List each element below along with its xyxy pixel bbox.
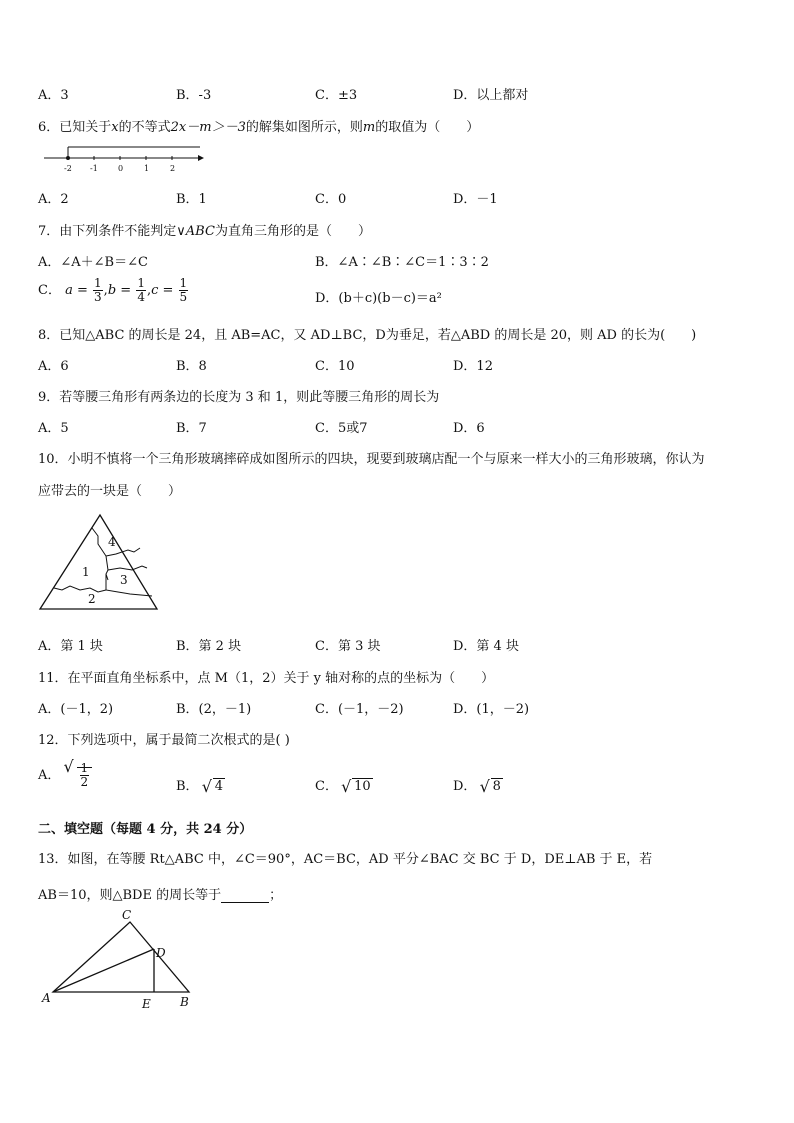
crack-line (106, 574, 152, 596)
q7-option-a-text: A．∠A＋∠B＝∠C (38, 255, 148, 270)
q7-option-c-label: C． (38, 283, 61, 298)
q6-option-d: D．－1 (453, 192, 498, 207)
q7-stem-text: 7．由下列条件不能判定 (38, 224, 177, 239)
q8-option-d: D．12 (453, 359, 493, 374)
q6-option-b: B．1 (176, 192, 207, 207)
q8-stem: 8．已知△ABC 的周长是 24，且 AB=AC，又 AD⊥BC，D为垂足，若△ABD 的周长是 20，则 AD 的长为( ) (38, 328, 697, 343)
crack-line (92, 528, 108, 580)
var-b: b (107, 283, 117, 298)
sqrt-expression: √ 4 (203, 779, 225, 794)
q7-option-b-text: B．∠A∶∠B∶∠C＝1∶3∶2 (315, 255, 489, 270)
var-a: a (65, 283, 73, 298)
vertex-label-c: C (122, 908, 132, 922)
sqrt-expression: √ $\frac{1}{2}$ (65, 762, 93, 789)
q12-option-c (315, 775, 373, 794)
q10-option-c: C．第 3 块 (315, 639, 381, 654)
section-heading: 二、填空题（每题 4 分，共 24 分） (38, 822, 253, 837)
q6-number-line (40, 142, 205, 177)
vertex-label-a: A (42, 991, 51, 1005)
vertex-label-e: E (142, 997, 151, 1011)
piece-label: 4 (108, 535, 116, 549)
segment-ad (53, 949, 154, 992)
q12-option-a (38, 762, 92, 789)
q12-option-c-label: C． (315, 779, 338, 794)
sqrt-expression: √ 8 (481, 779, 503, 794)
q12-stem: 12．下列选项中，属于最简二次根式的是( ) (38, 733, 290, 748)
q5-option-c: C．±3 (315, 88, 358, 103)
q6-stem-text: 的解集如图所示，则 (245, 120, 363, 135)
q9-option-d: D．6 (453, 421, 485, 436)
q6-var-x: x (111, 120, 119, 135)
tick-label: 1 (144, 164, 150, 173)
q12-option-a-label: A． (38, 768, 61, 783)
q9-option-b: B．7 (176, 421, 207, 436)
q9-option-c: C．5或7 (315, 421, 368, 436)
q7-option-c: C． a = $\frac{1}{3}$ ,b = $\frac{1}{4}$ ,c = $\frac{1}{5}$ (38, 276, 188, 304)
q12-option-d (453, 775, 503, 794)
q7-stem (38, 220, 371, 239)
q9-stem: 9．若等腰三角形有两条边的长度为 3 和 1，则此等腰三角形的周长为 (38, 390, 440, 405)
q10-stem-line2: 应带去的一块是（ ） (38, 484, 182, 499)
q5-option-a: A．3 (38, 88, 69, 103)
q8-option-a: A．6 (38, 359, 69, 374)
q7-triangle: ∨ABC (176, 224, 215, 239)
vertex-label-d: D (156, 946, 166, 960)
var-c: c (151, 283, 159, 298)
answer-blank[interactable] (221, 890, 269, 903)
q10-broken-triangle-figure (36, 512, 162, 612)
q10-stem-line1: 10．小明不慎将一个三角形玻璃摔碎成如图所示的四块，现要到玻璃店配一个与原来一样大小的三角形玻璃，你认为 (38, 452, 705, 467)
q7-option-b (315, 251, 489, 270)
fraction: $\frac{1}{4}$ (137, 276, 145, 304)
vertex-label-b: B (180, 995, 189, 1009)
fraction: $\frac{1}{5}$ (179, 276, 188, 304)
q13-stem-line2 (38, 884, 282, 903)
piece-label: 3 (120, 573, 128, 587)
tick-label: -1 (90, 164, 98, 173)
q6-option-c: C．0 (315, 192, 347, 207)
q11-option-a: A．(－1，2) (38, 702, 114, 717)
q8-option-b: B．8 (176, 359, 207, 374)
q6-inequality: 2x－m＞－3 (170, 120, 246, 135)
q5-option-d: D．以上都对 (453, 88, 529, 103)
q12-option-b-label: B． (176, 779, 199, 794)
triangle-abc (53, 922, 189, 992)
q13-stem-text: AB＝10，则△BDE 的周长等于 (38, 888, 222, 903)
crack-line (106, 548, 140, 556)
q10-option-a: A．第 1 块 (38, 639, 103, 654)
q5-option-b: B．-3 (176, 88, 212, 103)
q6-option-a: A．2 (38, 192, 69, 207)
number-line-arrow (198, 155, 204, 161)
q6-stem-text: 6．已知关于 (38, 120, 112, 135)
q12-option-b (176, 775, 225, 794)
q7-option-a (38, 251, 148, 270)
q10-option-b: B．第 2 块 (176, 639, 242, 654)
tick-label: 2 (170, 164, 176, 173)
q12-option-d-label: D． (453, 779, 477, 794)
q11-option-d: D．(1，－2) (453, 702, 530, 717)
q9-option-a: A．5 (38, 421, 69, 436)
q13-stem-line1: 13．如图，在等腰 Rt△ABC 中，∠C＝90°，AC＝BC，AD 平分∠BAC 交 BC 于 D，DE⊥AB 于 E，若 (38, 852, 653, 867)
q11-stem: 11．在平面直角坐标系中，点 M（1，2）关于 y 轴对称的点的坐标为（ ） (38, 671, 495, 686)
q10-option-d: D．第 4 块 (453, 639, 519, 654)
sqrt-expression: √ 10 (342, 779, 373, 794)
crack-line (54, 586, 106, 592)
q11-option-c: C．(－1，－2) (315, 702, 404, 717)
q6-stem-text: 的取值为（ ） (375, 120, 480, 135)
tick-label: -2 (64, 164, 72, 173)
q6-var-m: m (362, 120, 376, 135)
q7-stem-text: 为直角三角形的是（ ） (214, 224, 371, 239)
crack-line (108, 566, 147, 570)
q8-option-c: C．10 (315, 359, 355, 374)
tick-label: 0 (118, 164, 124, 173)
q13-stem-text: ； (269, 888, 283, 903)
q6-stem-text: 的不等式 (118, 120, 171, 135)
q7-option-d (315, 287, 442, 306)
fraction: $\frac{1}{3}$ (94, 276, 102, 304)
q13-triangle-figure (36, 906, 206, 1014)
q6-stem (38, 116, 479, 135)
piece-label: 1 (82, 565, 90, 579)
piece-label: 2 (88, 592, 96, 606)
q11-option-b: B．(2，－1) (176, 702, 252, 717)
q7-option-d-text: D．(b＋c)(b－c)＝a² (315, 291, 442, 306)
